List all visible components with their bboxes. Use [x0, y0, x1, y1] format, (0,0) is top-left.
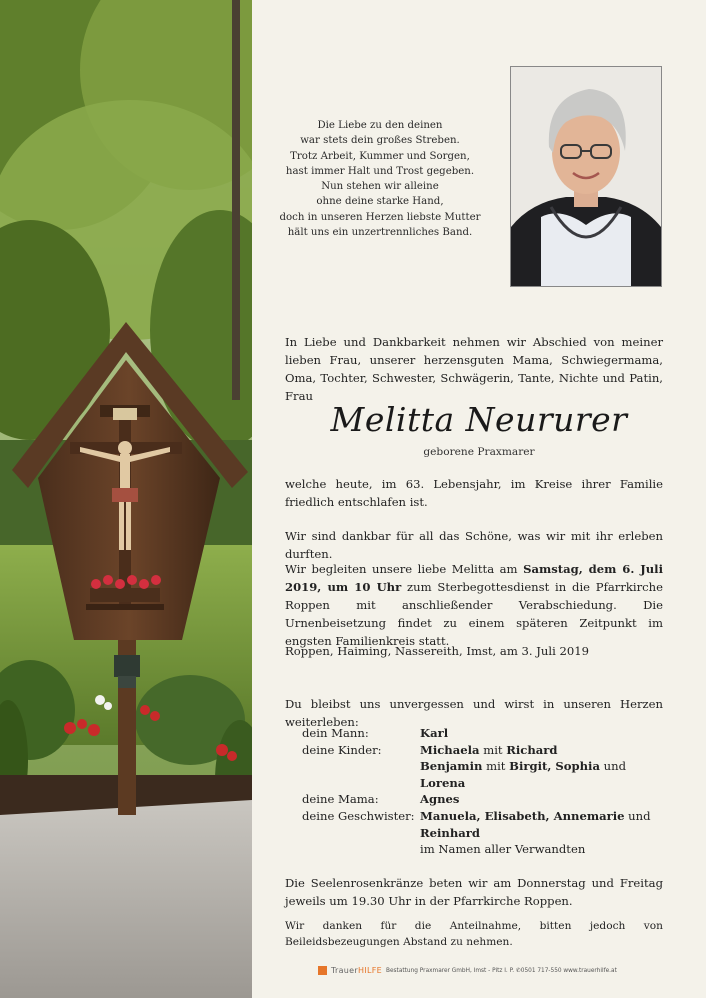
- relation-label: deine Mama:: [302, 792, 379, 807]
- survivor-row: [302, 758, 672, 791]
- relation-label: deine Kinder:: [302, 742, 382, 757]
- survivor-row: [302, 841, 672, 858]
- poem-line: doch in unseren Herzen liebste Mutter: [279, 211, 481, 223]
- relative-name: Manuela, Elisabeth, Annemarie: [420, 808, 625, 823]
- relative-name: Reinhard: [420, 825, 481, 840]
- poem-line: ohne deine starke Hand,: [316, 196, 444, 208]
- survivor-row: [302, 791, 672, 808]
- connector: mit: [482, 759, 510, 774]
- relative-name: Lorena: [420, 775, 466, 790]
- relative-names: [420, 725, 672, 742]
- funeral-date: Samstag, dem 6. Juli 2019, um 10 Uhr: [285, 562, 663, 594]
- remembrance-line: Du bleibst uns unvergessen und wirst in unseren Herzen weiterleben:: [285, 697, 663, 729]
- poem-line: hält uns ein unzertrennliches Band.: [287, 227, 473, 239]
- relation-label: deine Geschwister:: [302, 808, 415, 823]
- death-notice-paragraph: welche heute, im 63. Lebensjahr, im Kreise ihrer Familie friedlich entschlafen ist.: [285, 477, 663, 509]
- funeral-text: zum Sterbegottesdienst in die Pfarrkirche Roppen mit anschließender Verabschiedung. Die Urnenbeisetzung findet zu einem späteren Zeitpunkt im engsten Familienkreis statt.: [285, 580, 663, 648]
- intro-paragraph: In Liebe und Dankbarkeit nehmen wir Abschied von meiner lieben Frau, unserer herzensguten Mama, Schwiegermama, Oma, Tochter, Schwester, Schwägerin, Tante, Nichte und Patin, Frau: [285, 335, 663, 403]
- poem-line: Die Liebe zu den deinen: [317, 120, 443, 131]
- obituary-panel: [252, 0, 706, 998]
- wayside-cross-photo: [0, 0, 252, 998]
- relative-name: Richard: [506, 742, 558, 757]
- connector: und: [624, 808, 651, 823]
- relation-label: [302, 841, 420, 858]
- relation-label: [302, 825, 420, 842]
- deceased-name: Melitta Neururer: [330, 400, 628, 439]
- funeral-text: Wir begleiten unsere liebe Melitta am: [285, 562, 524, 576]
- survivor-row: [302, 742, 672, 759]
- poem-line: war stets dein großes Streben.: [300, 135, 460, 147]
- relation-label: dein Mann:: [302, 726, 369, 740]
- relative-names: [420, 758, 672, 791]
- poem-line: hast immer Halt und Trost gegeben.: [285, 165, 475, 177]
- relative-name: Benjamin: [420, 759, 483, 774]
- relation-label: [302, 758, 420, 791]
- connector: und: [599, 759, 627, 774]
- relative-name: Michaela: [420, 742, 480, 757]
- trauerhilfe-logo-icon: [318, 966, 327, 975]
- portrait-photo: [510, 66, 662, 287]
- poem-line: Nun stehen wir alleine: [321, 181, 439, 193]
- relative-name: Birgit, Sophia: [509, 759, 600, 774]
- survivor-row: [302, 825, 672, 842]
- relative-names: [420, 825, 672, 842]
- funeral-details-paragraph: [285, 560, 663, 650]
- relative-names: [420, 791, 672, 808]
- brand-part-accent: HILFE: [357, 966, 382, 975]
- relative-names: [420, 742, 672, 759]
- survivor-row: [302, 725, 672, 742]
- memorial-poem: [252, 118, 508, 240]
- brand-name: [331, 966, 382, 975]
- poem-line: Trotz Arbeit, Kummer und Sorgen,: [290, 150, 470, 162]
- all-relatives-line: im Namen aller Verwandten: [420, 842, 586, 857]
- gratitude-paragraph: Wir sind dankbar für all das Schöne, was wir mit ihr erleben durften.: [285, 529, 663, 561]
- condolence-note: Wir danken für die Anteilnahme, bitten jedoch von Beileidsbezeugungen Abstand zu nehmen.: [285, 920, 663, 948]
- survivors-list: [302, 725, 672, 858]
- brand-part: Trauer: [331, 966, 358, 975]
- place-date-line: Roppen, Haiming, Nassereith, Imst, am 3. Juli 2019: [285, 644, 589, 658]
- footer-contact: Bestattung Praxmarer GmbH, Imst - Pitz I. P. ✆0501 717-550 www.trauerhilfe.at: [385, 967, 617, 974]
- relative-name: Agnes: [420, 792, 460, 807]
- relative-name: Karl: [420, 726, 449, 740]
- connector: mit: [479, 742, 507, 757]
- relative-names: [420, 808, 672, 825]
- footer: [318, 966, 698, 975]
- rosary-paragraph: Die Seelenrosenkränze beten wir am Donnerstag und Freitag jeweils um 19.30 Uhr in der Pfarrkirche Roppen.: [285, 876, 663, 908]
- maiden-name: geborene Praxmarer: [423, 446, 535, 458]
- survivor-row: [302, 808, 672, 825]
